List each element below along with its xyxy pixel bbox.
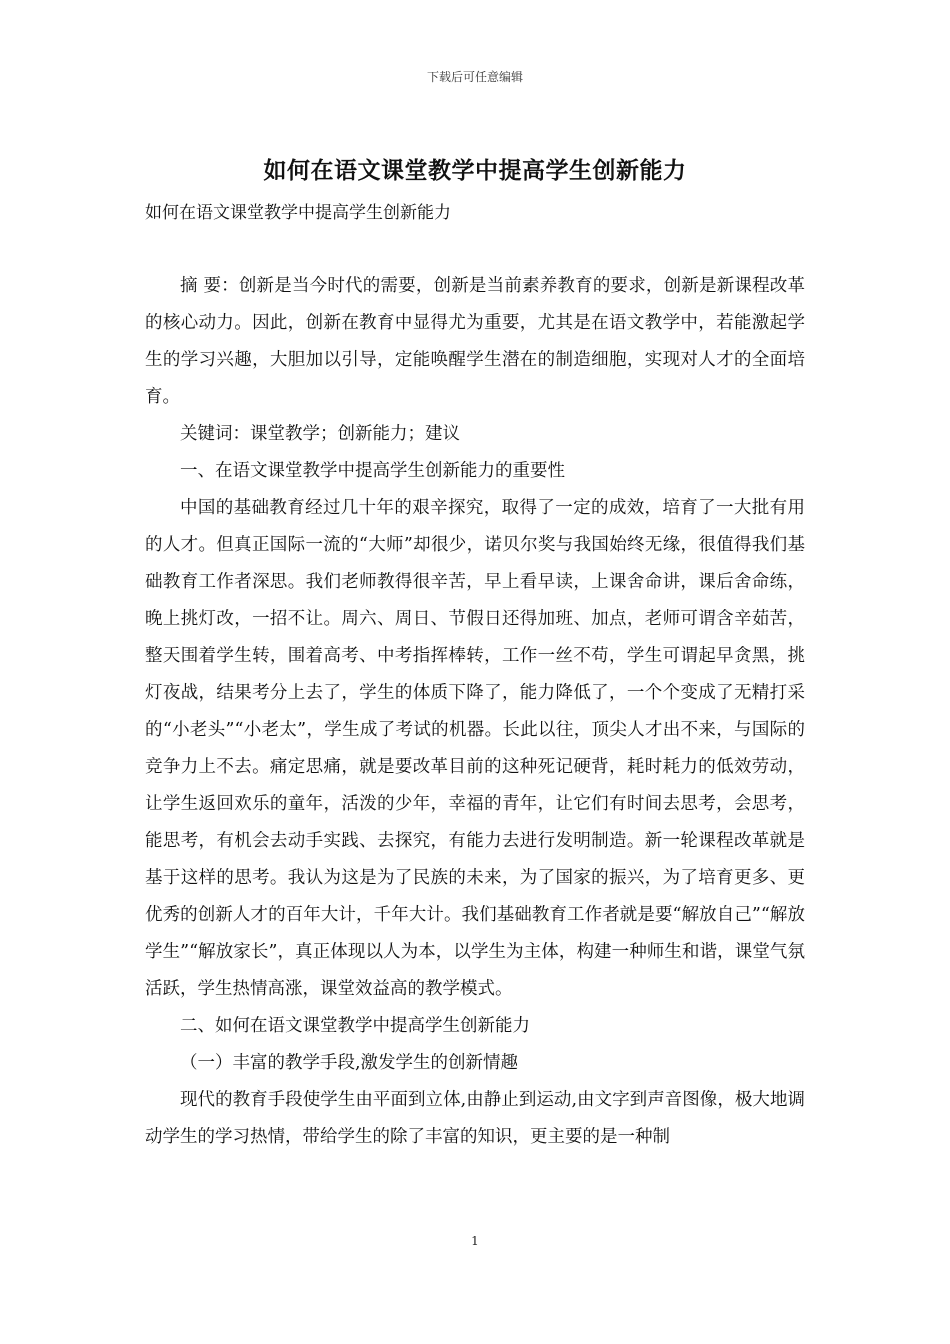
section-heading-2: 二、如何在语文课堂教学中提高学生创新能力 (180, 1016, 530, 1036)
document-body (145, 268, 805, 1156)
document-title: 如何在语文课堂教学中提高学生创新能力 (263, 157, 687, 184)
document-subtitle: 如何在语文课堂教学中提高学生创新能力 (145, 203, 451, 223)
abstract-paragraph: 摘 要：创新是当今时代的需要，创新是当前素养教育的要求，创新是新课程改革的核心动力。因此，创新在教育中显得尤为重要，尤其是在语文教学中，若能激起学生的学习兴趣，大胆加以引导，定能唤醒学生潜在的制造细胞，实现对人才的全面培育。 (145, 276, 805, 407)
keywords-paragraph: 关键词：课堂教学；创新能力；建议 (180, 424, 460, 444)
body-paragraph: 现代的教育手段使学生由平面到立体,由静止到运动,由文字到声音图像，极大地调动学生的学习热情，带给学生的除了丰富的知识，更主要的是一种制 (145, 1090, 805, 1147)
page-number: 1 (471, 1234, 479, 1248)
subsection-heading-1: （一）丰富的教学手段,激发学生的创新情趣 (180, 1053, 519, 1073)
section-heading-1: 一、在语文课堂教学中提高学生创新能力的重要性 (180, 461, 565, 481)
header-note: 下载后可任意编辑 (426, 70, 523, 84)
body-paragraph: 中国的基础教育经过几十年的艰辛探究，取得了一定的成效，培育了一大批有用的人才。但真正国际一流的“大师”却很少，诺贝尔奖与我国始终无缘，很值得我们基础教育工作者深思。我们老师教得很辛苦，早上看早读，上课舍命讲，课后舍命练，晚上挑灯改，一招不让。周六、周日、节假日还得加班、加点，老师可谓含辛茹苦，整天围着学生转，围着高考、中考指挥棒转，工作一丝不苟，学生可谓起早贪黑，挑灯夜战，结果考分上去了，学生的体质下降了，能力降低了，一个个变成了无精打采的“小老头”“小老太”，学生成了考试的机器。长此以往，顶尖人才出不来，与国际的竞争力上不去。痛定思痛，就是要改革目前的这种死记硬背，耗时耗力的低效劳动，让学生返回欢乐的童年，活泼的少年，幸福的青年，让它们有时间去思考，会思考，能思考，有机会去动手实践、去探究，有能力去进行发明制造。新一轮课程改革就是基于这样的思考。我认为这是为了民族的未来，为了国家的振兴，为了培育更多、更优秀的创新人才的百年大计，千年大计。我们基础教育工作者就是要“解放自己”“解放学生”“解放家长”，真正体现以人为本，以学生为主体，构建一种师生和谐，课堂气氛活跃，学生热情高涨，课堂效益高的教学模式。 (145, 498, 805, 999)
